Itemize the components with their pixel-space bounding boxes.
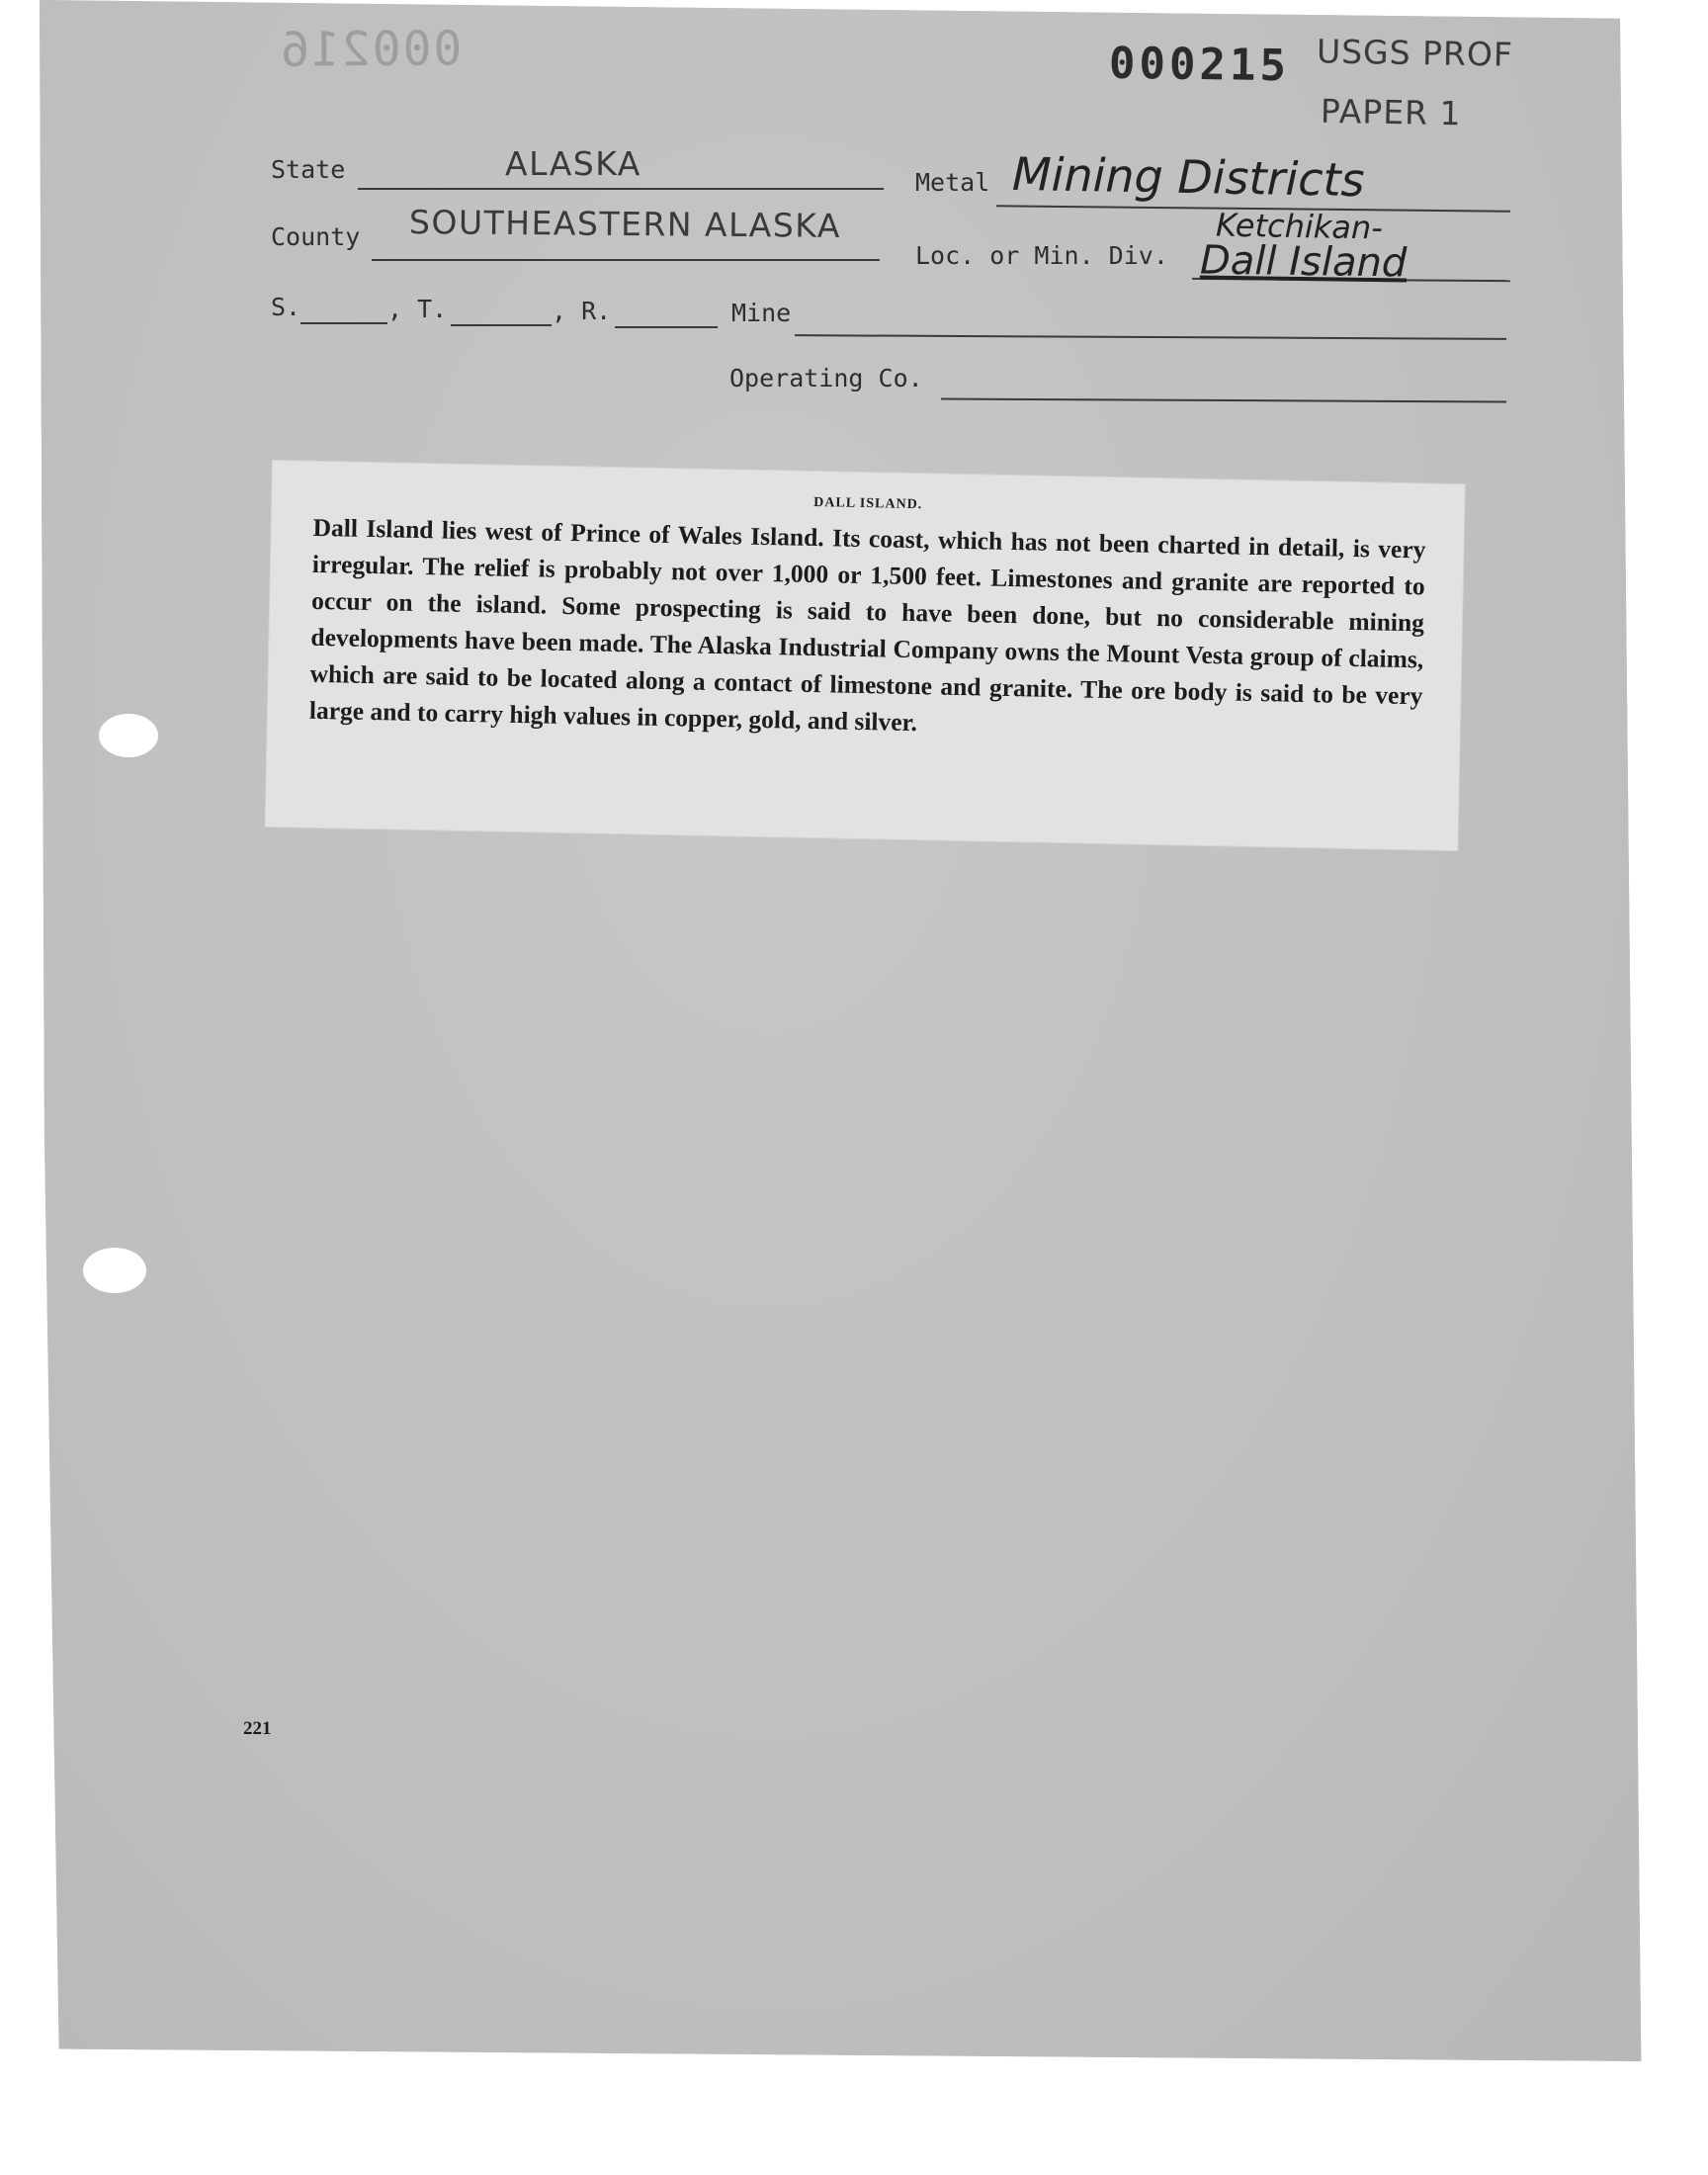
location-value-line1: Ketchikan- [1215,206,1384,247]
section-underline [300,322,387,324]
clipping-body: Dall Island lies west of Prince of Wales Island. Its coast, which has not been charted in detail, is very irregular. The relief is probably not over 1,000 or 1,500 feet. Limestones and granite are reported to occur on the island. Some prospecting is said to have been done, but no considerable mining developments have been made. The Alaska Industrial Company owns the Mount Vesta group of claims, which are said to be located along a contact of limestone and granite. The ore body is said to be very large and to carry high values in copper, gold, and silver. [308,512,1426,738]
state-underline [358,188,884,190]
range-underline [615,326,718,328]
county-underline [372,259,880,261]
metal-label: Metal [915,168,990,197]
state-label: State [271,155,346,184]
county-label: County [271,222,361,251]
source-reference-line2: PAPER 1 [1320,91,1462,133]
state-value: ALASKA [505,144,641,183]
location-value-line2: Dall Island [1199,237,1408,287]
punch-hole-bottom [83,1248,146,1293]
document-number: 000215 [1108,38,1291,92]
source-reference-line1: USGS PROF [1316,32,1514,74]
clipping-title: DALL ISLAND. [813,494,923,513]
metal-value: Mining Districts [1011,146,1366,208]
punch-hole-top [99,714,158,757]
mine-label: Mine [731,299,792,327]
township-underline [451,324,552,326]
section-label: S. [271,293,301,321]
page-number: 221 [243,1718,272,1739]
operating-company-label: Operating Co. [729,364,923,392]
pasted-clipping [266,461,1465,850]
county-value: SOUTHEASTERN ALASKA [408,203,842,245]
bleed-through-number: 000216 [278,21,463,78]
location-label: Loc. or Min. Div. [915,241,1168,270]
township-label: , T. [387,295,448,323]
range-label: , R. [552,297,612,325]
